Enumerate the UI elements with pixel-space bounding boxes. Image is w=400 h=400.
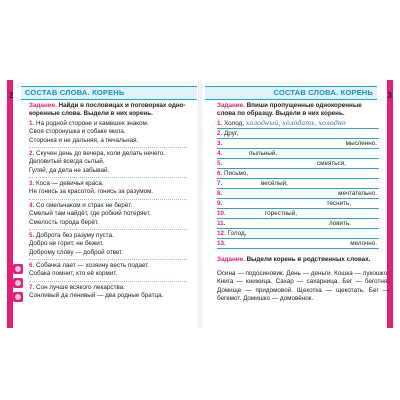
right-header-title: СОСТАВ СЛОВА. КОРЕНЬ	[273, 88, 373, 97]
word-row[interactable]	[217, 140, 379, 149]
word-row[interactable]	[217, 230, 379, 239]
left-page-header	[21, 86, 197, 100]
proverb-line: Гуляй, да дела не забывай.	[29, 166, 110, 174]
proverb-line: Скучен день до вечера, коли делать нечего.	[36, 150, 166, 157]
divider	[29, 281, 187, 282]
word-row[interactable]	[217, 240, 379, 249]
row-end-word: мечтательно.	[338, 190, 377, 197]
divider	[29, 147, 187, 148]
word-row[interactable]	[217, 160, 379, 169]
left-task-text: Найди в пословицах и поговорках одно-коренные слова. Выдели в них корень.	[29, 102, 186, 117]
row-mid-word: горестный,	[265, 210, 297, 217]
row-num: 1.	[217, 120, 223, 127]
row-num: 10.	[217, 210, 226, 217]
row-num: 8.	[217, 190, 223, 197]
proverb-line: Доброта без разуму пуста.	[36, 232, 114, 239]
proverb-line: Смелый там найдёт, где робкий потеряет.	[29, 210, 151, 218]
proverb-num-7: 7.	[29, 284, 35, 291]
word-row[interactable]	[217, 150, 379, 159]
right-task-label: Задание.	[217, 102, 245, 109]
proverb-line: Со смельчаком и страх не берёт.	[36, 202, 133, 209]
row-end-word: мелочно.	[350, 240, 377, 247]
row-mid-word: пыльный,	[249, 150, 278, 157]
book-spread	[7, 80, 393, 328]
row-mid-word: смеяться,	[317, 160, 346, 167]
divider	[29, 199, 187, 200]
word-row[interactable]	[217, 180, 379, 189]
row-num: 2.	[217, 130, 223, 137]
proverb-num-5: 5.	[29, 232, 35, 239]
left-page-number: 2	[9, 91, 14, 100]
word-row	[217, 120, 379, 129]
proverb-line: Не гонись за красотой, гонись за разумом.	[29, 188, 154, 196]
row-start-word: Письмо,	[224, 170, 249, 177]
proverb-group-1	[29, 120, 149, 145]
row-num: 7.	[217, 180, 223, 187]
flower-ornament-icon	[13, 292, 23, 302]
row-num: 3.	[217, 140, 223, 147]
row-num: 4.	[217, 150, 223, 157]
proverb-line: Доброму слову — доброй ответ.	[29, 248, 124, 256]
word-row[interactable]	[217, 200, 379, 209]
right-task	[217, 102, 381, 118]
proverb-line: Собака помнит, кто её кормит.	[29, 270, 118, 278]
row-start-word: Холод,	[224, 120, 245, 127]
proverb-group-6	[29, 262, 149, 279]
proverb-line: Сон лучше всякого лекарства.	[36, 284, 125, 291]
divider	[29, 229, 187, 230]
proverb-line: Коса — девичья краса.	[36, 180, 104, 187]
right-page	[203, 80, 393, 328]
word-row[interactable]	[217, 220, 379, 229]
row-start-word: Голод,	[227, 230, 247, 237]
word-row[interactable]	[217, 210, 379, 219]
row-start-word: Друг,	[224, 130, 239, 137]
row-num: 5.	[217, 160, 223, 167]
divider	[29, 177, 187, 178]
proverb-line: Добро не горит, не бежит.	[29, 240, 104, 248]
word-row[interactable]	[217, 130, 379, 139]
left-task-label: Задание.	[29, 102, 57, 109]
proverb-line: На родной стороне и камешек знаком.	[36, 120, 149, 127]
related-words-paragraph: Осина — подосиновик. День — деньги. Кошка — лукошко. Книга — книжица. Сахар — сахарница. Бег — беготня. Домище — придомовой. Щекотка — щекотать. Бег — бегемот. Домишко — домовёнок.	[217, 270, 389, 303]
proverb-num-4: 4.	[29, 202, 35, 209]
proverb-group-2	[29, 150, 165, 175]
proverb-group-4	[29, 202, 151, 227]
left-header-title: СОСТАВ СЛОВА. КОРЕНЬ	[25, 88, 125, 97]
right-task2-text: Выдели корень в родственных словах.	[244, 256, 371, 263]
word-row[interactable]	[217, 190, 379, 199]
left-page	[7, 80, 199, 328]
row-num: 11.	[217, 220, 226, 227]
proverb-line: Сонливый да ленивый — два родные братца.	[29, 292, 164, 300]
proverb-num-6: 6.	[29, 262, 35, 269]
divider	[29, 259, 187, 260]
left-task	[29, 102, 189, 118]
row-num: 12.	[217, 230, 226, 237]
right-task-2	[217, 256, 387, 264]
proverb-num-1: 1.	[29, 120, 35, 127]
row-num: 6.	[217, 170, 223, 177]
right-page-number: 3	[387, 91, 392, 100]
proverb-line: Собачка лает — хозяину весть подает.	[36, 262, 150, 269]
proverb-num-2: 2.	[29, 150, 35, 157]
handwritten-example: холодный, холодать, холодно	[245, 120, 346, 127]
proverb-line: Своя сторонушка и собаке мила.	[29, 128, 126, 136]
row-mid-word: весёлый,	[261, 180, 288, 187]
proverb-num-3: 3.	[29, 180, 35, 187]
proverb-group-3	[29, 180, 153, 197]
proverb-line: Деловитый всегда сытый.	[29, 158, 105, 166]
row-end-word: мысленно.	[345, 140, 377, 147]
proverb-line: Смелость города берёт.	[29, 218, 99, 226]
row-num: 9.	[217, 200, 223, 207]
right-page-header	[205, 86, 377, 100]
proverb-group-5	[29, 232, 123, 257]
right-task-text: Впиши пропущенные однокоренные слова по образцу. Выдели в них корень.	[217, 102, 362, 117]
proverb-line: Сторонка и не дальняя, а печальная.	[29, 136, 139, 144]
flower-ornament-icon	[13, 278, 23, 288]
proverb-group-7	[29, 284, 163, 301]
word-row[interactable]	[217, 170, 379, 179]
flower-ornament-icon	[13, 264, 23, 274]
row-num: 13.	[217, 240, 226, 247]
row-end-word: теснить,	[326, 200, 351, 207]
row-end-word: ловить.	[328, 220, 351, 227]
right-task2-label: Задание.	[217, 256, 245, 263]
